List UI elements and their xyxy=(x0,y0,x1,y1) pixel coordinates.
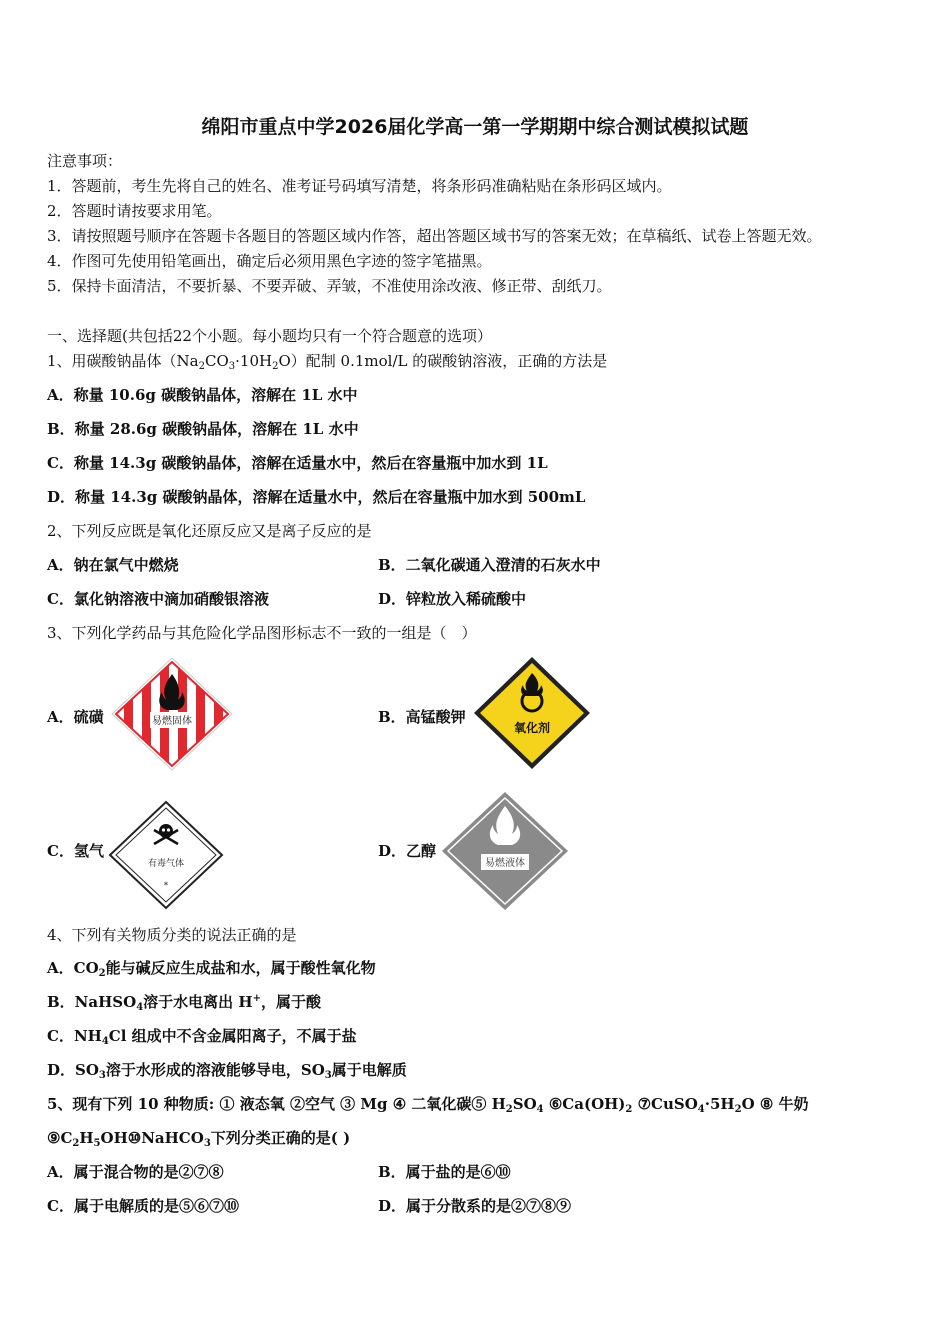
notice-item-3: 3．请按照题号顺序在答题卡各题目的答题区域内作答，超出答题区域书写的答案无效；在草稿纸、试卷上答题无效。 xyxy=(47,227,822,245)
flammable-liquid-sign xyxy=(440,790,570,912)
sign-label-toxic-gas: 有毒气体 xyxy=(147,859,185,869)
question-2-option-d: D．锌粒放入稀硫酸中 xyxy=(378,590,527,608)
question-5-option-a: A．属于混合物的是②⑦⑧ xyxy=(47,1163,224,1181)
question-5-option-d: D．属于分散系的是②⑦⑧⑨ xyxy=(378,1197,572,1215)
sign-class-mark: * xyxy=(163,881,169,891)
question-3-option-d: D．乙醇 xyxy=(378,842,437,860)
oxidizer-sign xyxy=(472,655,592,771)
question-3-option-a: A．硫磺 xyxy=(47,708,104,726)
question-4-option-b: B．NaHSO$_4$溶于水电离出 H+，属于酸 xyxy=(47,993,321,1013)
sign-label-flammable-liquid: 易燃液体 xyxy=(485,858,525,869)
question-4-option-c: C．$NH_4Cl$ 组成中不含金属阳离子，不属于盐 xyxy=(47,1027,357,1047)
question-5-stem-line-1: 5、现有下列 10 种物质: ① 液态氧 ②空气 ③ Mg ④ 二氧化碳⑤ $H_2SO_4$ $⑥Ca(OH)_2$ $⑦CuSO_4\cdot 5H_2O$ ⑧ 牛奶 xyxy=(47,1095,809,1115)
question-3-option-c: C．氢气 xyxy=(47,842,104,860)
notice-item-5: 5．保持卡面清洁，不要折暴、不要弄破、弄皱，不准使用涂改液、修正带、刮纸刀。 xyxy=(47,277,612,295)
toxic-gas-sign xyxy=(108,800,224,910)
notice-heading: 注意事项： xyxy=(47,152,123,170)
question-4-option-d: D．$SO_3$溶于水形成的溶液能够导电，$SO_3$属于电解质 xyxy=(47,1061,407,1081)
question-1-option-b: B．称量 28.6g 碳酸钠晶体，溶解在 1L 水中 xyxy=(47,420,359,438)
notice-item-4: 4．作图可先使用铅笔画出，确定后必须用黑色字迹的签字笔描黑。 xyxy=(47,252,492,270)
question-3-stem: 3、下列化学药品与其危险化学品图形标志不一致的一组是（ ） xyxy=(47,624,477,642)
sign-label-oxidizer: 氧化剂 xyxy=(513,721,551,735)
question-4-stem: 4、下列有关物质分类的说法正确的是 xyxy=(47,926,297,944)
question-5-option-c: C．属于电解质的是⑤⑥⑦⑩ xyxy=(47,1197,239,1215)
question-1-stem: 1、用碳酸钠晶体$(Na_2CO_3\cdot 10H_2O)$配制 0.1mol/L 的碳酸钠溶液，正确的方法是 xyxy=(47,352,608,372)
question-1-option-d: D．称量 14.3g 碳酸钠晶体，溶解在适量水中，然后在容量瓶中加水到 500mL xyxy=(47,488,586,506)
sign-label-flammable-solid: 易燃固体 xyxy=(152,716,192,727)
question-1-option-a: A．称量 10.6g 碳酸钠晶体，溶解在 1L 水中 xyxy=(47,386,358,404)
question-5-option-b: B．属于盐的是⑥⑩ xyxy=(378,1163,511,1181)
question-1-option-c: C．称量 14.3g 碳酸钠晶体，溶解在适量水中，然后在容量瓶中加水到 1L xyxy=(47,454,548,472)
question-2-stem: 2、下列反应既是氧化还原反应又是离子反应的是 xyxy=(47,522,372,540)
notice-item-2: 2．答题时请按要求用笔。 xyxy=(47,202,222,220)
question-2-option-a: A．钠在氯气中燃烧 xyxy=(47,556,179,574)
question-4-option-a: A．$CO_2$能与碱反应生成盐和水，属于酸性氧化物 xyxy=(47,959,376,979)
notice-item-1: 1．答题前，考生先将自己的姓名、准考证号码填写清楚，将条形码准确粘贴在条形码区域内。 xyxy=(47,177,672,195)
question-2-option-c: C．氯化钠溶液中滴加硝酸银溶液 xyxy=(47,590,269,608)
question-2-option-b: B．二氧化碳通入澄清的石灰水中 xyxy=(378,556,601,574)
question-3-option-b: B．高锰酸钾 xyxy=(378,708,466,726)
section-heading: 一、选择题(共包括22个小题。每小题均只有一个符合题意的选项） xyxy=(47,327,492,345)
page-title: 绵阳市重点中学2026届化学高一第一学期期中综合测试模拟试题 xyxy=(201,116,749,138)
flammable-solid-sign xyxy=(110,656,234,772)
question-5-stem-line-2: $⑨C_2H_5OH⑩NaHCO_3$下列分类正确的是( ) xyxy=(47,1129,351,1149)
